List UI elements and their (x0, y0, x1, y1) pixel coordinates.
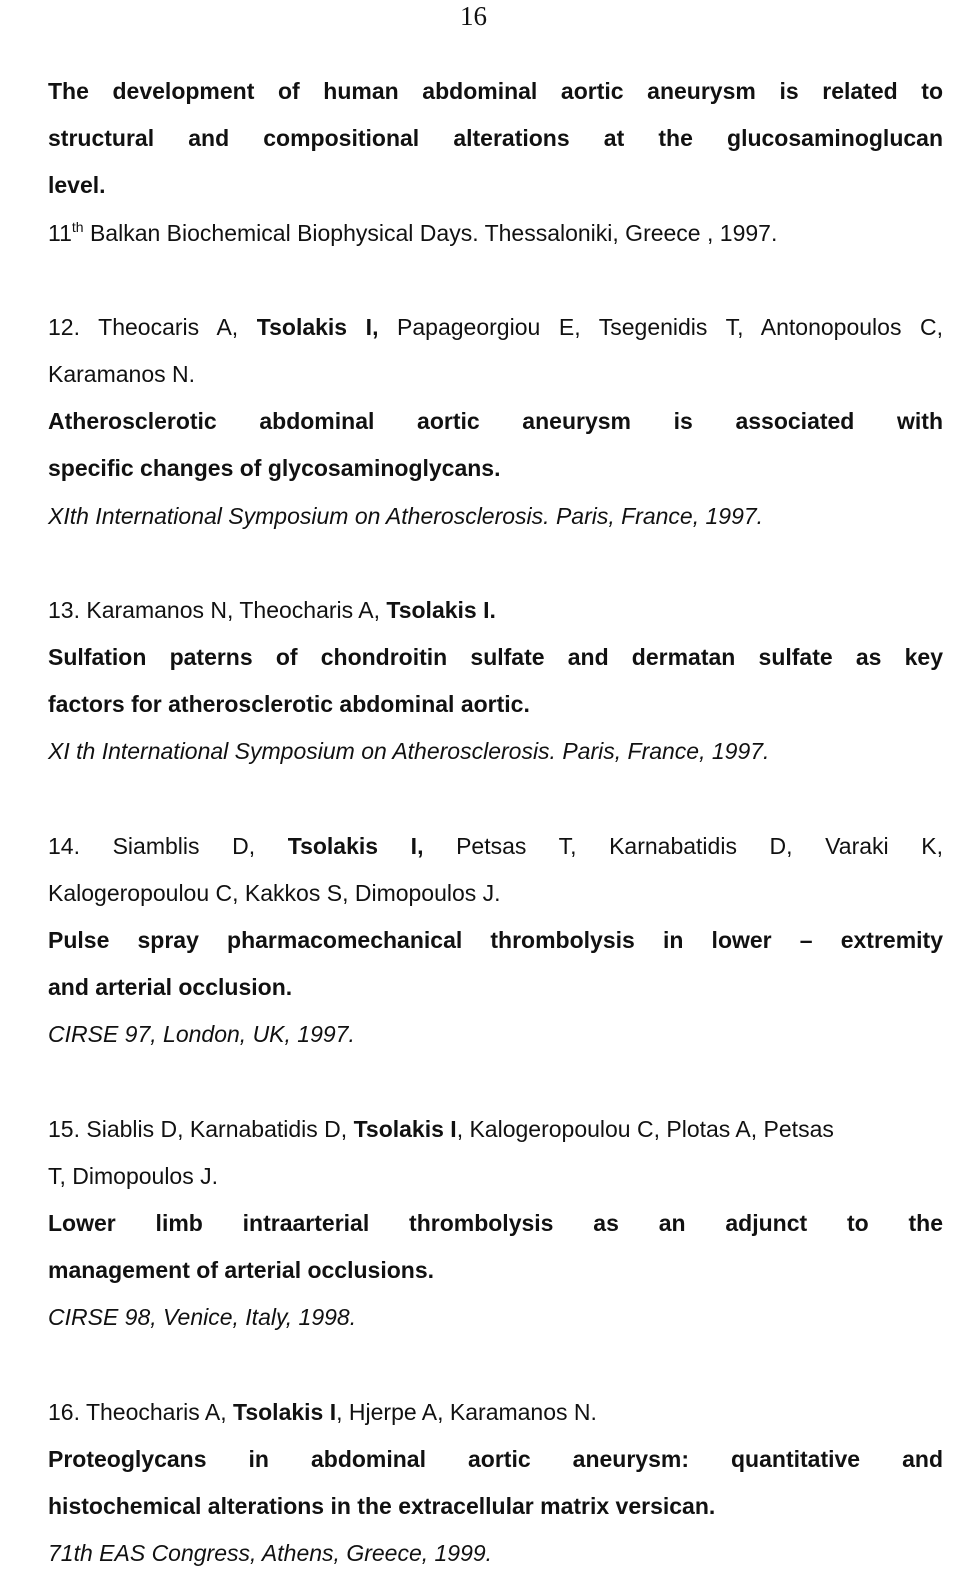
authors-text: , Kalogeropoulou C, Plotas A, Petsas (456, 1115, 834, 1142)
entry-title-line: Lower limb intraarterial thrombolysis as an adjunct to the (48, 1210, 943, 1237)
entry-venue (48, 210, 943, 257)
entry-title-line: The development of human abdominal aortic aneurysm is related to (48, 78, 943, 104)
entry-venue: CIRSE 98, Venice, Italy, 1998. (48, 1304, 357, 1331)
entry-authors (48, 1389, 943, 1436)
reference-entry-11 (48, 68, 943, 257)
entry-title-line: specific changes of glycosaminoglycans. (48, 455, 501, 482)
reference-entry-15 (48, 1106, 943, 1342)
authors-text: Siablis D, Karnabatidis D, (86, 1115, 348, 1142)
highlighted-author: Tsolakis I. (386, 596, 496, 623)
entry-title-line: structural and compositional alterations at the glucosaminoglucan (48, 125, 943, 152)
entry-title-line: Atherosclerotic abdominal aortic aneurysm is associated with (48, 408, 943, 435)
entry-number: 13. (48, 596, 80, 623)
entry-title-line: level. (48, 172, 106, 199)
entry-venue: CIRSE 97, London, UK, 1997. (48, 1021, 355, 1048)
authors-text: Petsas T, Karnabatidis D, Varaki K, (456, 832, 943, 859)
reference-entry-16 (48, 1389, 943, 1578)
entry-title-line: factors for atherosclerotic abdominal aortic. (48, 691, 530, 718)
entry-title-line: management of arterial occlusions. (48, 1257, 435, 1284)
entry-title-line: histochemical alterations in the extracellular matrix versican. (48, 1493, 716, 1520)
entry-authors (48, 823, 943, 870)
entry-venue: 71th EAS Congress, Athens, Greece, 1999. (48, 1540, 493, 1567)
reference-entry-13 (48, 587, 943, 776)
authors-text: , Hjerpe A, Karamanos N. (336, 1398, 597, 1425)
authors-text: Karamanos N, Theocharis A, (86, 596, 380, 623)
authors-text: Theocaris A, (98, 313, 239, 340)
highlighted-author: Tsolakis I (353, 1115, 457, 1142)
entry-title-line: Sulfation paterns of chondroitin sulfate and dermatan sulfate as key (48, 644, 943, 671)
reference-entry-12 (48, 304, 943, 540)
entry-title-line: Proteoglycans in abdominal aortic aneurysm: quantitative and (48, 1445, 943, 1472)
venue-ordinal-suffix: th (71, 218, 84, 235)
authors-text: Theocharis A, (85, 1398, 227, 1425)
entry-authors-cont: T, Dimopoulos J. (48, 1162, 219, 1189)
entry-venue: XIth International Symposium on Atherosclerosis. Paris, France, 1997. (48, 502, 764, 529)
highlighted-author: Tsolakis I (233, 1398, 337, 1425)
entry-number: 15. (48, 1115, 80, 1142)
entry-authors (48, 587, 943, 634)
entry-title-line: and arterial occlusion. (48, 974, 293, 1001)
page-number: 16 (460, 1, 487, 31)
highlighted-author: Tsolakis I, (287, 832, 424, 859)
reference-list (48, 68, 943, 1577)
highlighted-author: Tsolakis I, (256, 313, 379, 340)
reference-entry-14 (48, 823, 943, 1059)
venue-text: Balkan Biochemical Biophysical Days. Thessaloniki, Greece , 1997. (89, 219, 778, 246)
entry-number: 14. (48, 832, 80, 859)
entry-title-line: Pulse spray pharmacomechanical thrombolysis in lower – extremity (48, 927, 943, 954)
entry-number: 12. (48, 313, 80, 340)
authors-text: Papageorgiou E, Tsegenidis T, Antonopoulos C, (397, 313, 944, 340)
entry-authors (48, 1106, 943, 1153)
venue-ordinal: 11 (48, 219, 72, 246)
entry-authors-cont: Karamanos N. (48, 361, 196, 388)
entry-venue: XI th International Symposium on Atherosclerosis. Paris, France, 1997. (48, 738, 770, 765)
entry-authors (48, 304, 943, 351)
entry-authors-cont: Kalogeropoulou C, Kakkos S, Dimopoulos J. (48, 879, 501, 906)
entry-number: 16. (48, 1398, 80, 1425)
authors-text: Siamblis D, (112, 832, 256, 859)
